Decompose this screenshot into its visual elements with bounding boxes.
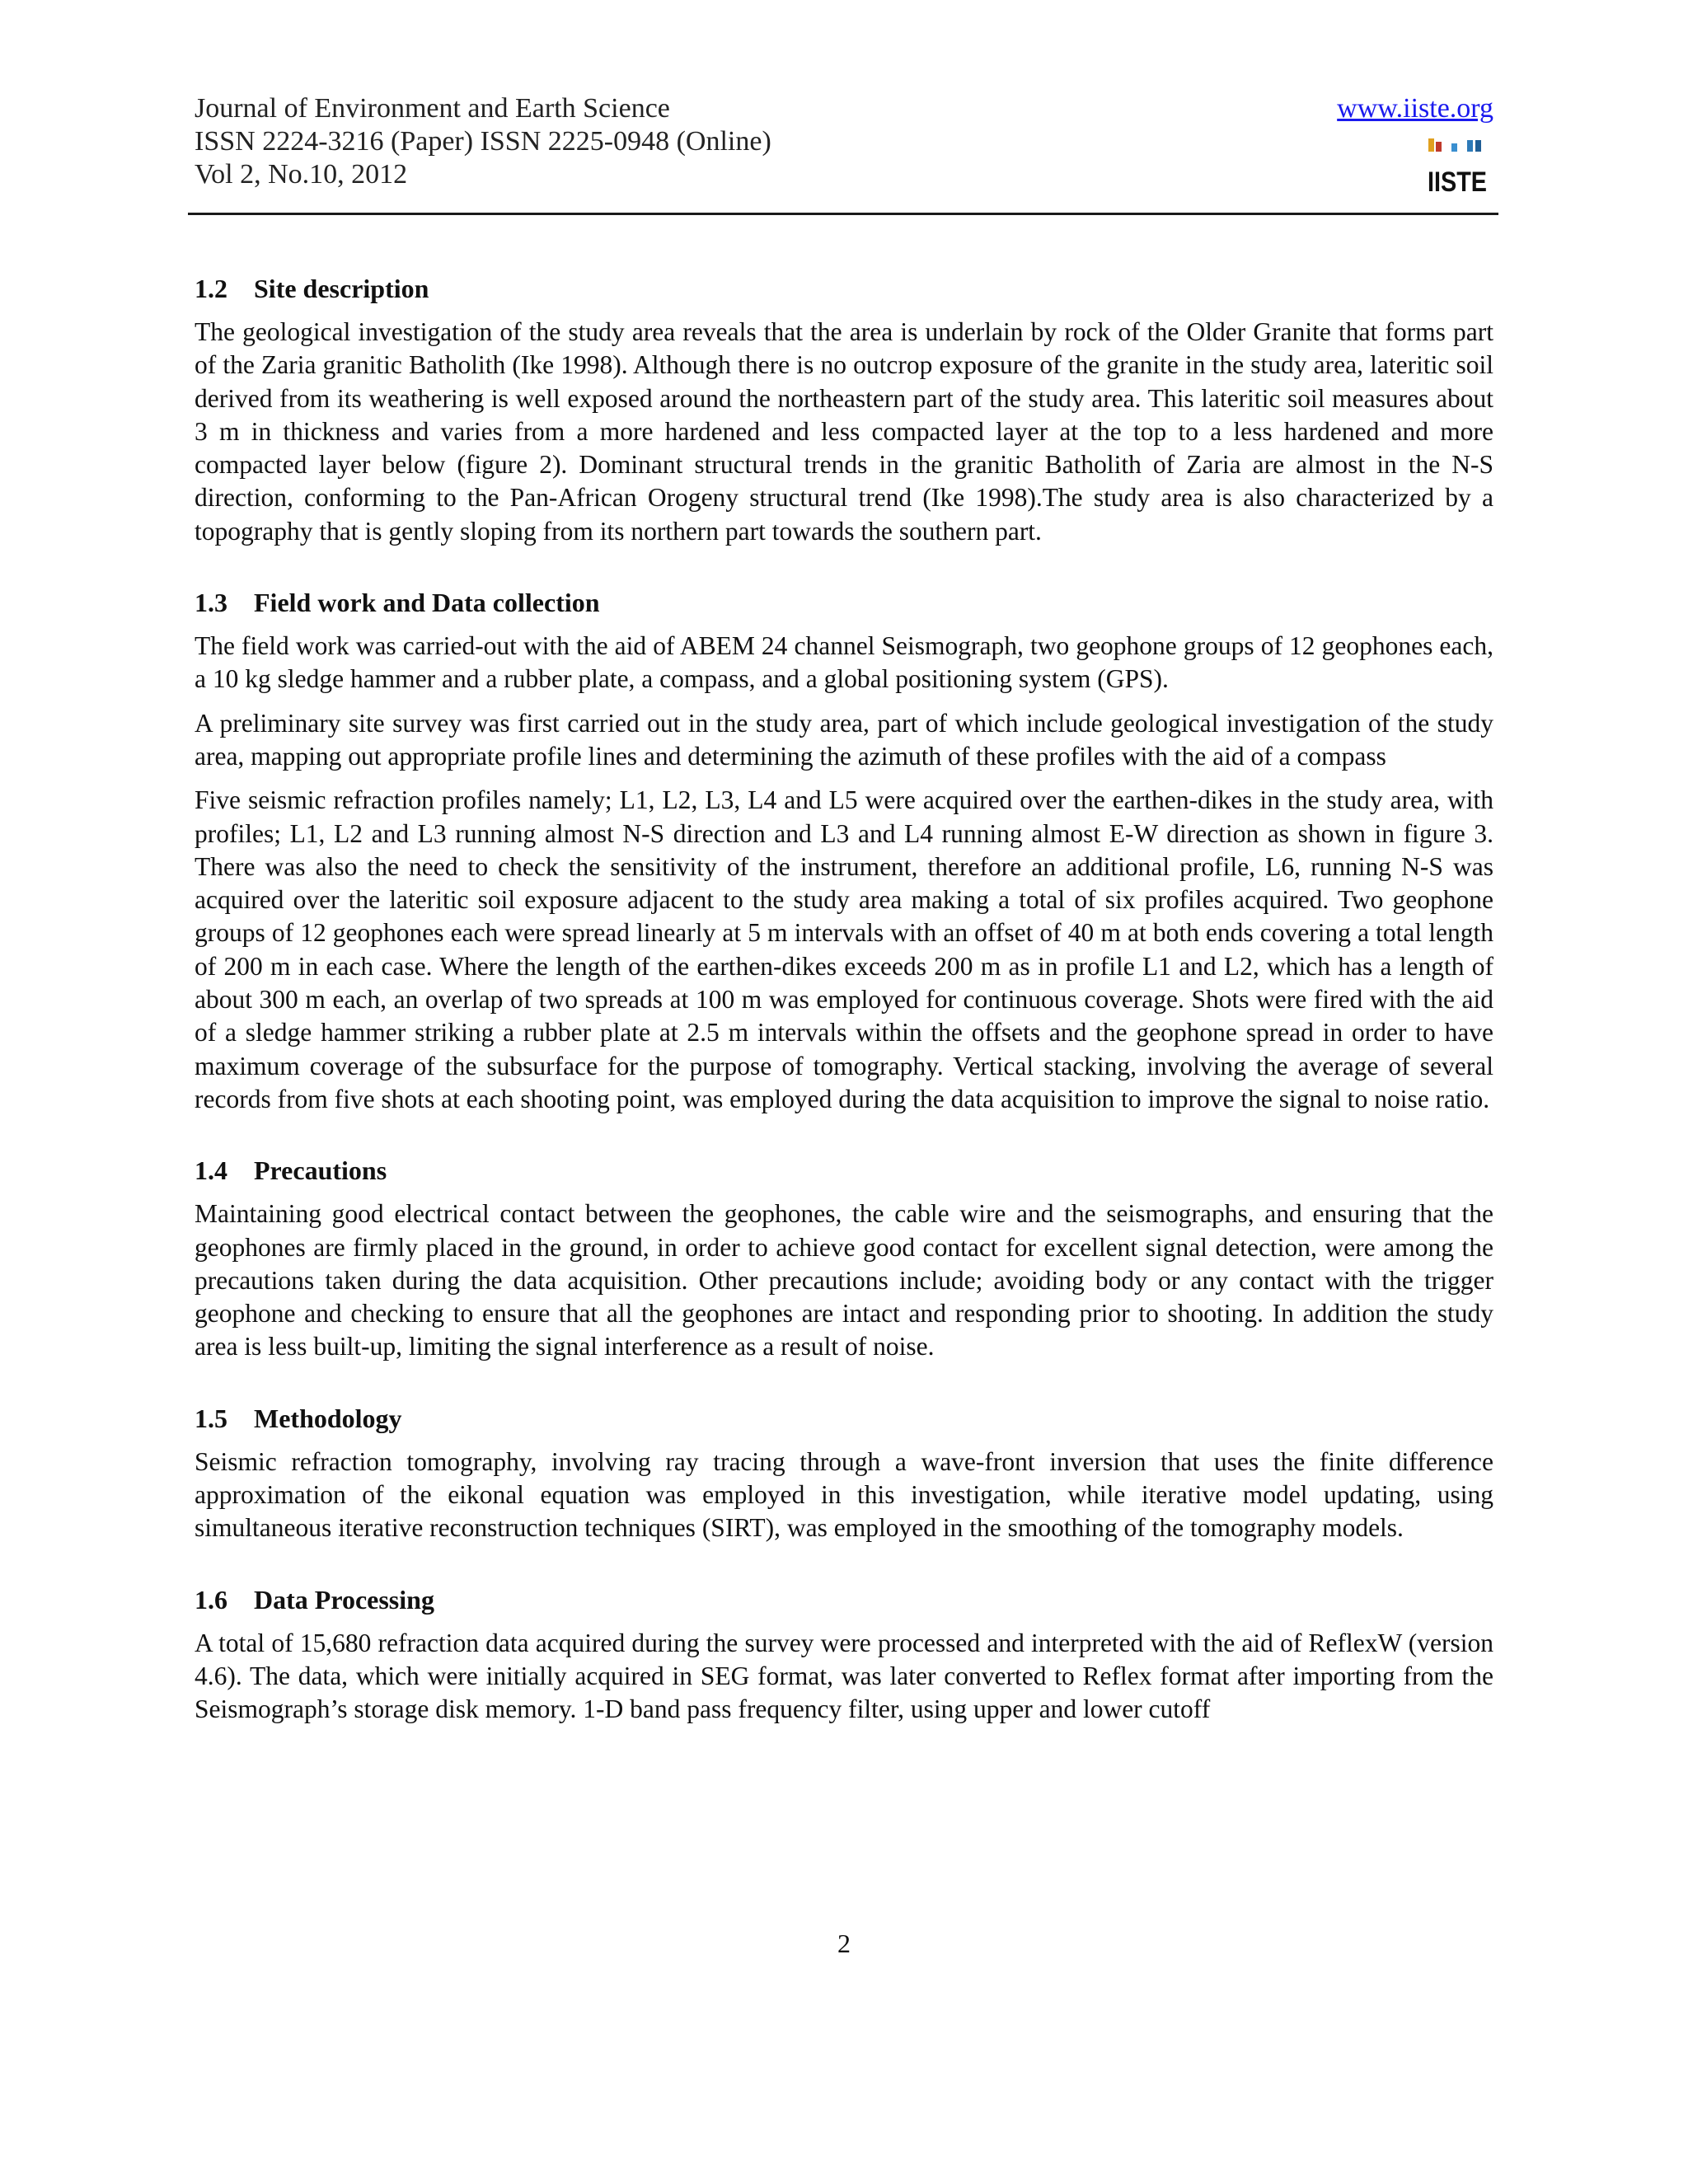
- article-body: [195, 272, 1493, 1765]
- paragraph: The geological investigation of the study area reveals that the area is underlain by rock of the Older Granite that forms part of the Zaria granitic Batholith (Ike 1998). Although there is no outcrop exposure of the granite in the study area, lateritic soil derived from its weathering is well exposed around the northeastern part of the study area. This lateritic soil measures about 3 m in thickness and varies from a more hardened and less compacted layer at the top to a less hardened and more compacted layer below (figure 2). Dominant structural trends in the granitic Batholith of Zaria are almost in the N-S direction, conforming to the Pan-African Orogeny structural trend (Ike 1998).The study area is also characterized by a topography that is gently sloping from its northern part towards the southern part.: [195, 317, 1493, 546]
- logo-text: IISTE: [1428, 166, 1487, 198]
- paragraph: A total of 15,680 refraction data acquired during the survey were processed and interpreted with the aid of ReflexW (version 4.6). The data, which were initially acquired in SEG format, was later converted to Reflex format after importing from the Seismograph’s storage disk memory. 1-D band pass frequency filter, using upper and lower cutoff: [195, 1628, 1493, 1724]
- section-1-2: [195, 272, 1493, 548]
- section-title: Field work and Data collection: [254, 588, 600, 618]
- section-title: Precautions: [254, 1155, 387, 1186]
- paragraph: Seismic refraction tomography, involving ray tracing through a wave-front inversion that uses the finite difference approximation of the eikonal equation was employed in this investigation, while iterative model updating, using simultaneous iterative reconstruction techniques (SIRT), was employed in the smoothing of the tomography models.: [195, 1446, 1493, 1543]
- iiste-logo-icon: [1424, 135, 1490, 201]
- section-heading: [195, 272, 1493, 305]
- section-number: 1.4: [195, 1155, 227, 1186]
- page-header: [195, 92, 1493, 216]
- section-number: 1.2: [195, 274, 227, 303]
- paragraph: The field work was carried-out with the aid of ABEM 24 channel Seismograph, two geophone groups of 12 geophones each, a 10 kg sledge hammer and a rubber plate, a compass, and a global positioning system (GPS).: [195, 631, 1493, 694]
- section-1-4: [195, 1154, 1493, 1363]
- paragraph: Maintaining good electrical contact between the geophones, the cable wire and the seismographs, and ensuring that the geophones are firmly placed in the ground, in order to achieve good contact for excellent signal detection, were among the precautions taken during the data acquisition. Other precautions include; avoiding body or any contact with the trigger geophone and checking to ensure that all the geophones are intact and responding prior to shooting. In addition the study area is less built-up, limiting the signal interference as a result of noise.: [195, 1199, 1493, 1361]
- section-title: Site description: [254, 274, 429, 303]
- section-heading: [195, 1583, 1493, 1616]
- journal-issn: ISSN 2224-3216 (Paper) ISSN 2225-0948 (Online): [195, 126, 771, 157]
- section-1-6: [195, 1583, 1493, 1727]
- section-heading: [195, 586, 1493, 619]
- section-number: 1.5: [195, 1403, 227, 1433]
- section-1-5: [195, 1402, 1493, 1545]
- section-number: 1.3: [195, 588, 227, 618]
- section-heading: [195, 1402, 1493, 1435]
- page-number: 2: [837, 1929, 851, 1958]
- journal-url-link[interactable]: www.iiste.org: [1337, 93, 1493, 124]
- paragraph: Five seismic refraction profiles namely; L1, L2, L3, L4 and L5 were acquired over the earthen-dikes in the study area, with profiles; L1, L2 and L3 running almost N-S direction and L3 and L4 running almost E-W direction as shown in figure 3. There was also the need to check the sensitivity of the instrument, therefore an additional profile, L6, running N-S was acquired over the lateritic soil exposure adjacent to the study area making a total of six profiles acquired. Two geophone groups of 12 geophones each were spread linearly at 5 m intervals with an offset of 40 m at both ends covering a total length of 200 m in each case. Where the length of the earthen-dikes exceeds 200 m as in profile L1 and L2, which has a length of about 300 m each, an overlap of two spreads at 100 m was employed for continuous coverage. Shots were fired with the aid of a sledge hammer striking a rubber plate at 2.5 m intervals within the offsets and the geophone spread in order to have maximum coverage of the subsurface for the purpose of tomography. Vertical stacking, involving the average of several records from five shots at each shooting point, was employed during the data acquisition to improve the signal to noise ratio.: [195, 785, 1493, 1113]
- header-rule: [188, 213, 1498, 215]
- section-title: Data Processing: [254, 1584, 434, 1615]
- section-number: 1.6: [195, 1584, 227, 1615]
- section-1-3: [195, 586, 1493, 1116]
- section-title: Methodology: [254, 1403, 402, 1433]
- paragraph: A preliminary site survey was first carried out in the study area, part of which include geological investigation of the study area, mapping out appropriate profile lines and determining the azimuth of these profiles with the aid of a compass: [195, 708, 1493, 771]
- section-heading: [195, 1154, 1493, 1187]
- journal-volume: Vol 2, No.10, 2012: [195, 159, 408, 190]
- journal-name: Journal of Environment and Earth Science: [195, 93, 670, 124]
